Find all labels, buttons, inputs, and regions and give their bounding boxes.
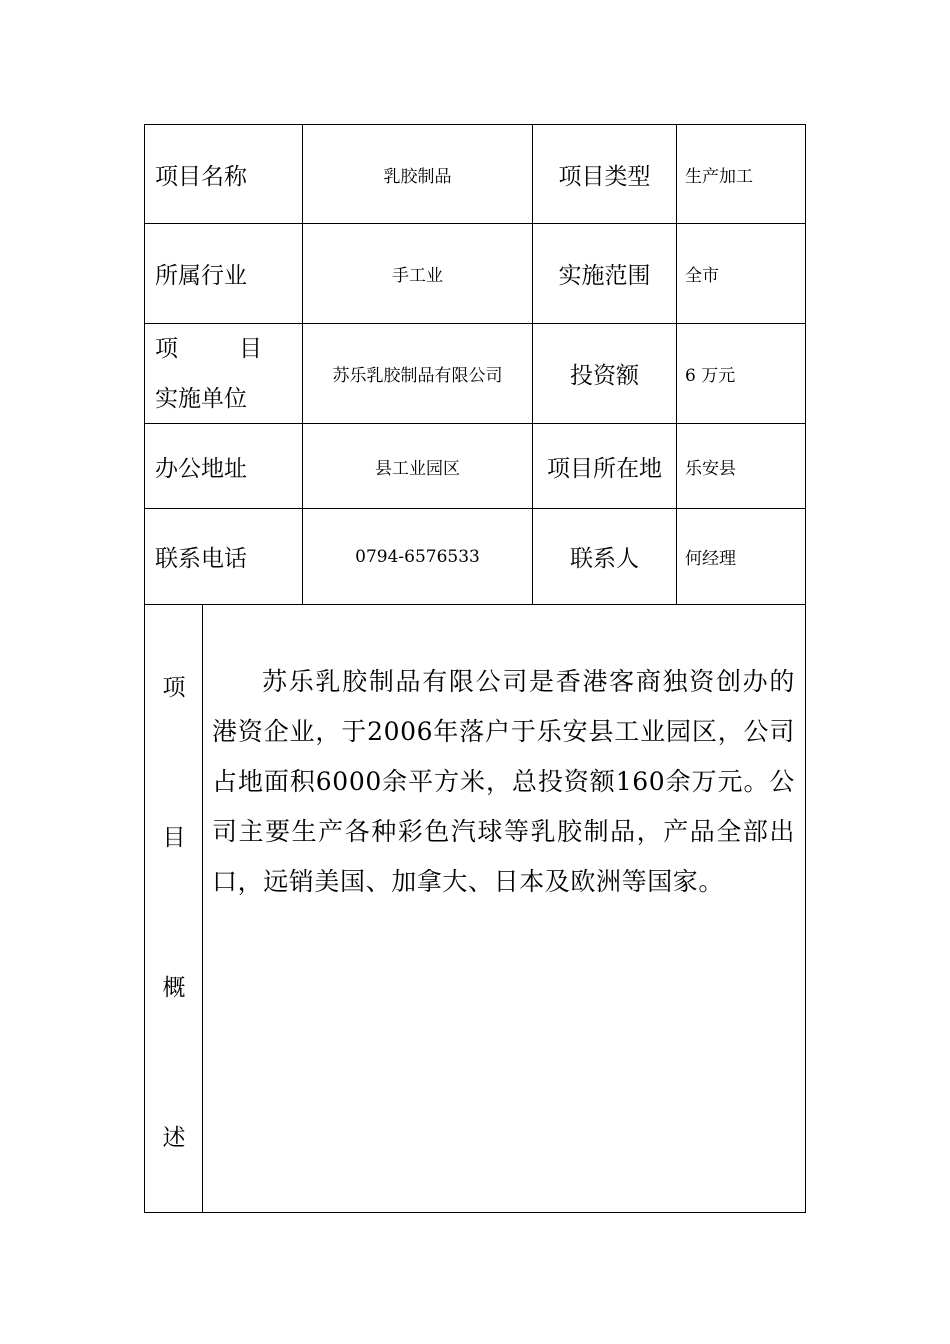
label-implementer-char-a: 项 [155,335,178,362]
value-office-address: 县工业园区 [303,424,533,508]
label-project-name: 项目名称 [145,125,303,223]
row-office-address [145,424,805,509]
row-implementer [145,324,805,424]
row-contact-phone [145,509,805,605]
overview-label-char-2: 目 [162,825,186,851]
label-project-location: 项目所在地 [533,424,677,508]
row-industry [145,224,805,324]
label-implementer-line2: 实施单位 [155,385,247,412]
label-implementer-char-b: 目 [239,335,262,362]
label-project-type: 项目类型 [533,125,677,223]
project-info-table [144,124,806,1213]
value-investment: 6 万元 [685,366,736,386]
value-project-location: 乐安县 [685,458,736,479]
label-investment: 投资额 [533,324,677,423]
value-implementer: 苏乐乳胶制品有限公司 [303,324,533,423]
overview-text: 苏乐乳胶制品有限公司是香港客商独资创办的港资企业，于2006年落户于乐安县工业园区，公司占地面积6000余平方米，总投资额160余万元。公司主要生产各种彩色汽球等乳胶制品，产品全部出口，远销美国、加拿大、日本及欧洲等国家。 [212,667,795,896]
value-industry: 手工业 [303,224,533,323]
row-project-name [145,125,805,224]
label-contact-person: 联系人 [533,509,677,604]
label-implementer [145,324,303,423]
value-contact-person: 何经理 [685,549,736,569]
row-project-overview [145,605,805,1212]
label-contact-phone: 联系电话 [145,509,303,604]
label-office-address: 办公地址 [145,424,303,508]
label-project-overview [145,605,203,1212]
overview-label-char-3: 概 [162,975,186,1001]
value-contact-phone: 0794-6576533 [303,509,533,604]
value-project-name: 乳胶制品 [303,125,533,223]
overview-label-char-1: 项 [162,675,186,701]
value-scope: 全市 [685,266,719,286]
label-industry: 所属行业 [145,224,303,323]
overview-label-char-4: 述 [162,1125,186,1151]
value-project-type: 生产加工 [685,166,753,187]
label-scope: 实施范围 [533,224,677,323]
